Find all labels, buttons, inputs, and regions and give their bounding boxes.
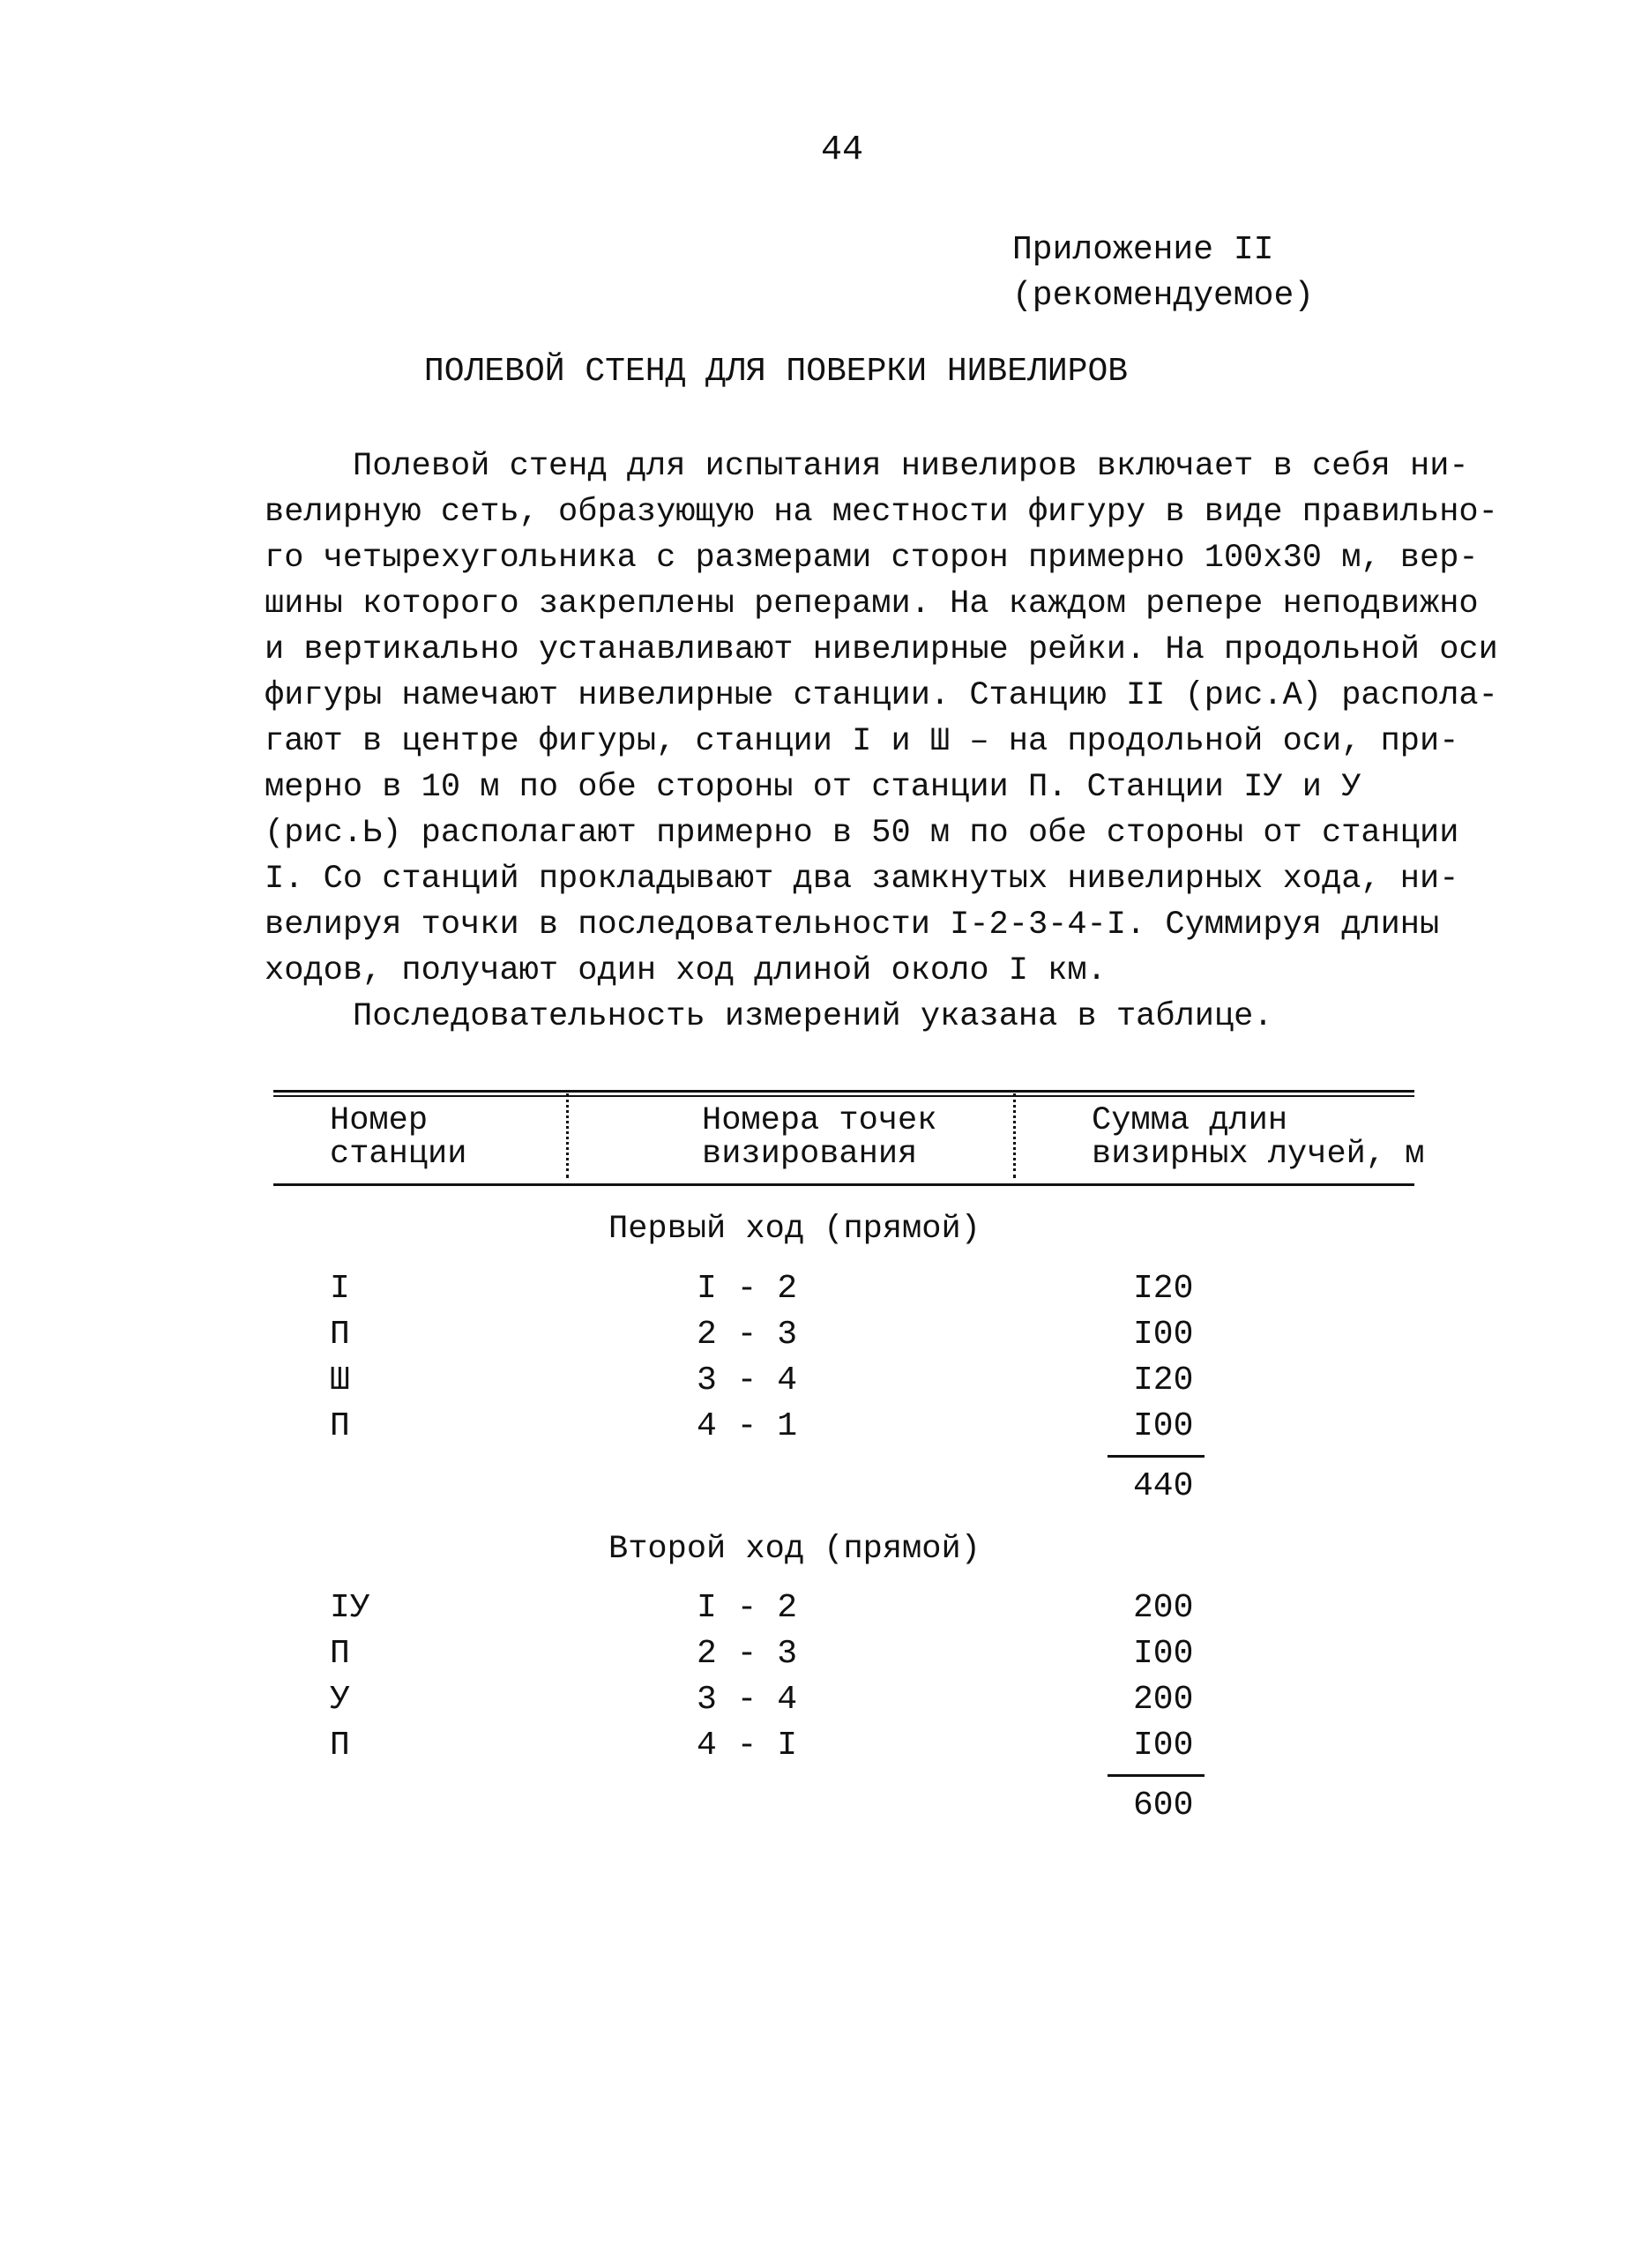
header-station: Номер станции [330, 1102, 467, 1173]
sum-cell: 200 [1133, 1589, 1194, 1627]
paragraph-line: (рис.Ь) располагают примерно в 50 м по обе стороны от станции [265, 815, 1459, 852]
paragraph-line: мерно в 10 м по обе стороны от станции П. Станции IУ и У [265, 769, 1361, 806]
station-cell: П [330, 1727, 350, 1764]
station-cell: П [330, 1316, 350, 1354]
points-cell: 4 - 1 [697, 1407, 798, 1445]
points-cell: I - 2 [697, 1270, 798, 1308]
points-cell: 2 - 3 [697, 1635, 798, 1673]
sum-cell: I00 [1133, 1407, 1194, 1445]
table-top-rule-inner [273, 1095, 1414, 1097]
sum-cell: I00 [1133, 1635, 1194, 1673]
points-cell: 2 - 3 [697, 1316, 798, 1354]
header-sight-points: Номера точек визирования [702, 1102, 937, 1173]
sequence-note: Последовательность измерений указана в таблице. [353, 998, 1273, 1035]
paragraph-line: велирную сеть, образующую на местности фигуру в виде правильно- [265, 494, 1498, 531]
sum-cell: I20 [1133, 1270, 1194, 1308]
paragraph-line: I. Со станций прокладывают два замкнутых нивелирных хода, ни- [265, 861, 1459, 898]
sum-cell: I20 [1133, 1362, 1194, 1399]
sum-cell: I00 [1133, 1316, 1194, 1354]
paragraph-line: Полевой стенд для испытания нивелиров включает в себя ни- [353, 448, 1469, 485]
points-cell: I - 2 [697, 1589, 798, 1627]
section-total: 600 [1133, 1787, 1194, 1824]
paragraph-line: шины которого закреплены реперами. На каждом репере неподвижно [265, 586, 1479, 623]
subtotal-rule [1108, 1455, 1205, 1458]
paragraph-line: фигуры намечают нивелирные станции. Станцию II (рис.А) распола- [265, 677, 1498, 714]
page-number: 44 [820, 131, 863, 170]
paragraph-line: ходов, получают один ход длиной около I км. [265, 952, 1107, 989]
station-cell: П [330, 1407, 350, 1445]
station-cell: IУ [330, 1589, 370, 1627]
appendix-heading [1012, 228, 1314, 319]
section-title: Первый ход (прямой) [608, 1211, 981, 1248]
sum-cell: I00 [1133, 1727, 1194, 1764]
station-cell: I [330, 1270, 350, 1308]
station-cell: Ш [330, 1362, 350, 1399]
appendix-qualifier: (рекомендуемое) [1012, 277, 1315, 315]
paragraph-line: и вертикально устанавливают нивелирные рейки. На продольной оси [265, 631, 1498, 668]
points-cell: 3 - 4 [697, 1362, 798, 1399]
paragraph-line: велируя точки в последовательности I-2-3-4-I. Суммируя длины [265, 906, 1440, 944]
subtotal-rule [1108, 1774, 1205, 1777]
paragraph-line: гают в центре фигуры, станции I и Ш – на продольной оси, при- [265, 723, 1459, 760]
document-title: ПОЛЕВОЙ СТЕНД ДЛЯ ПОВЕРКИ НИВЕЛИРОВ [423, 353, 1129, 391]
points-cell: 3 - 4 [697, 1681, 798, 1719]
column-separator [1013, 1093, 1016, 1178]
section-total: 440 [1133, 1467, 1194, 1505]
header-bottom-rule [273, 1183, 1414, 1186]
appendix-label: Приложение II [1012, 231, 1274, 269]
paragraph-line: го четырехугольника с размерами сторон примерно 100х30 м, вер- [265, 540, 1479, 577]
column-separator [566, 1093, 569, 1178]
table-top-rule [273, 1090, 1414, 1093]
points-cell: 4 - I [697, 1727, 798, 1764]
sum-cell: 200 [1133, 1681, 1194, 1719]
section-title: Второй ход (прямой) [608, 1531, 981, 1568]
station-cell: П [330, 1635, 350, 1673]
station-cell: У [330, 1681, 350, 1719]
header-sum-lengths: Сумма длин визирных лучей, м [1092, 1102, 1425, 1173]
